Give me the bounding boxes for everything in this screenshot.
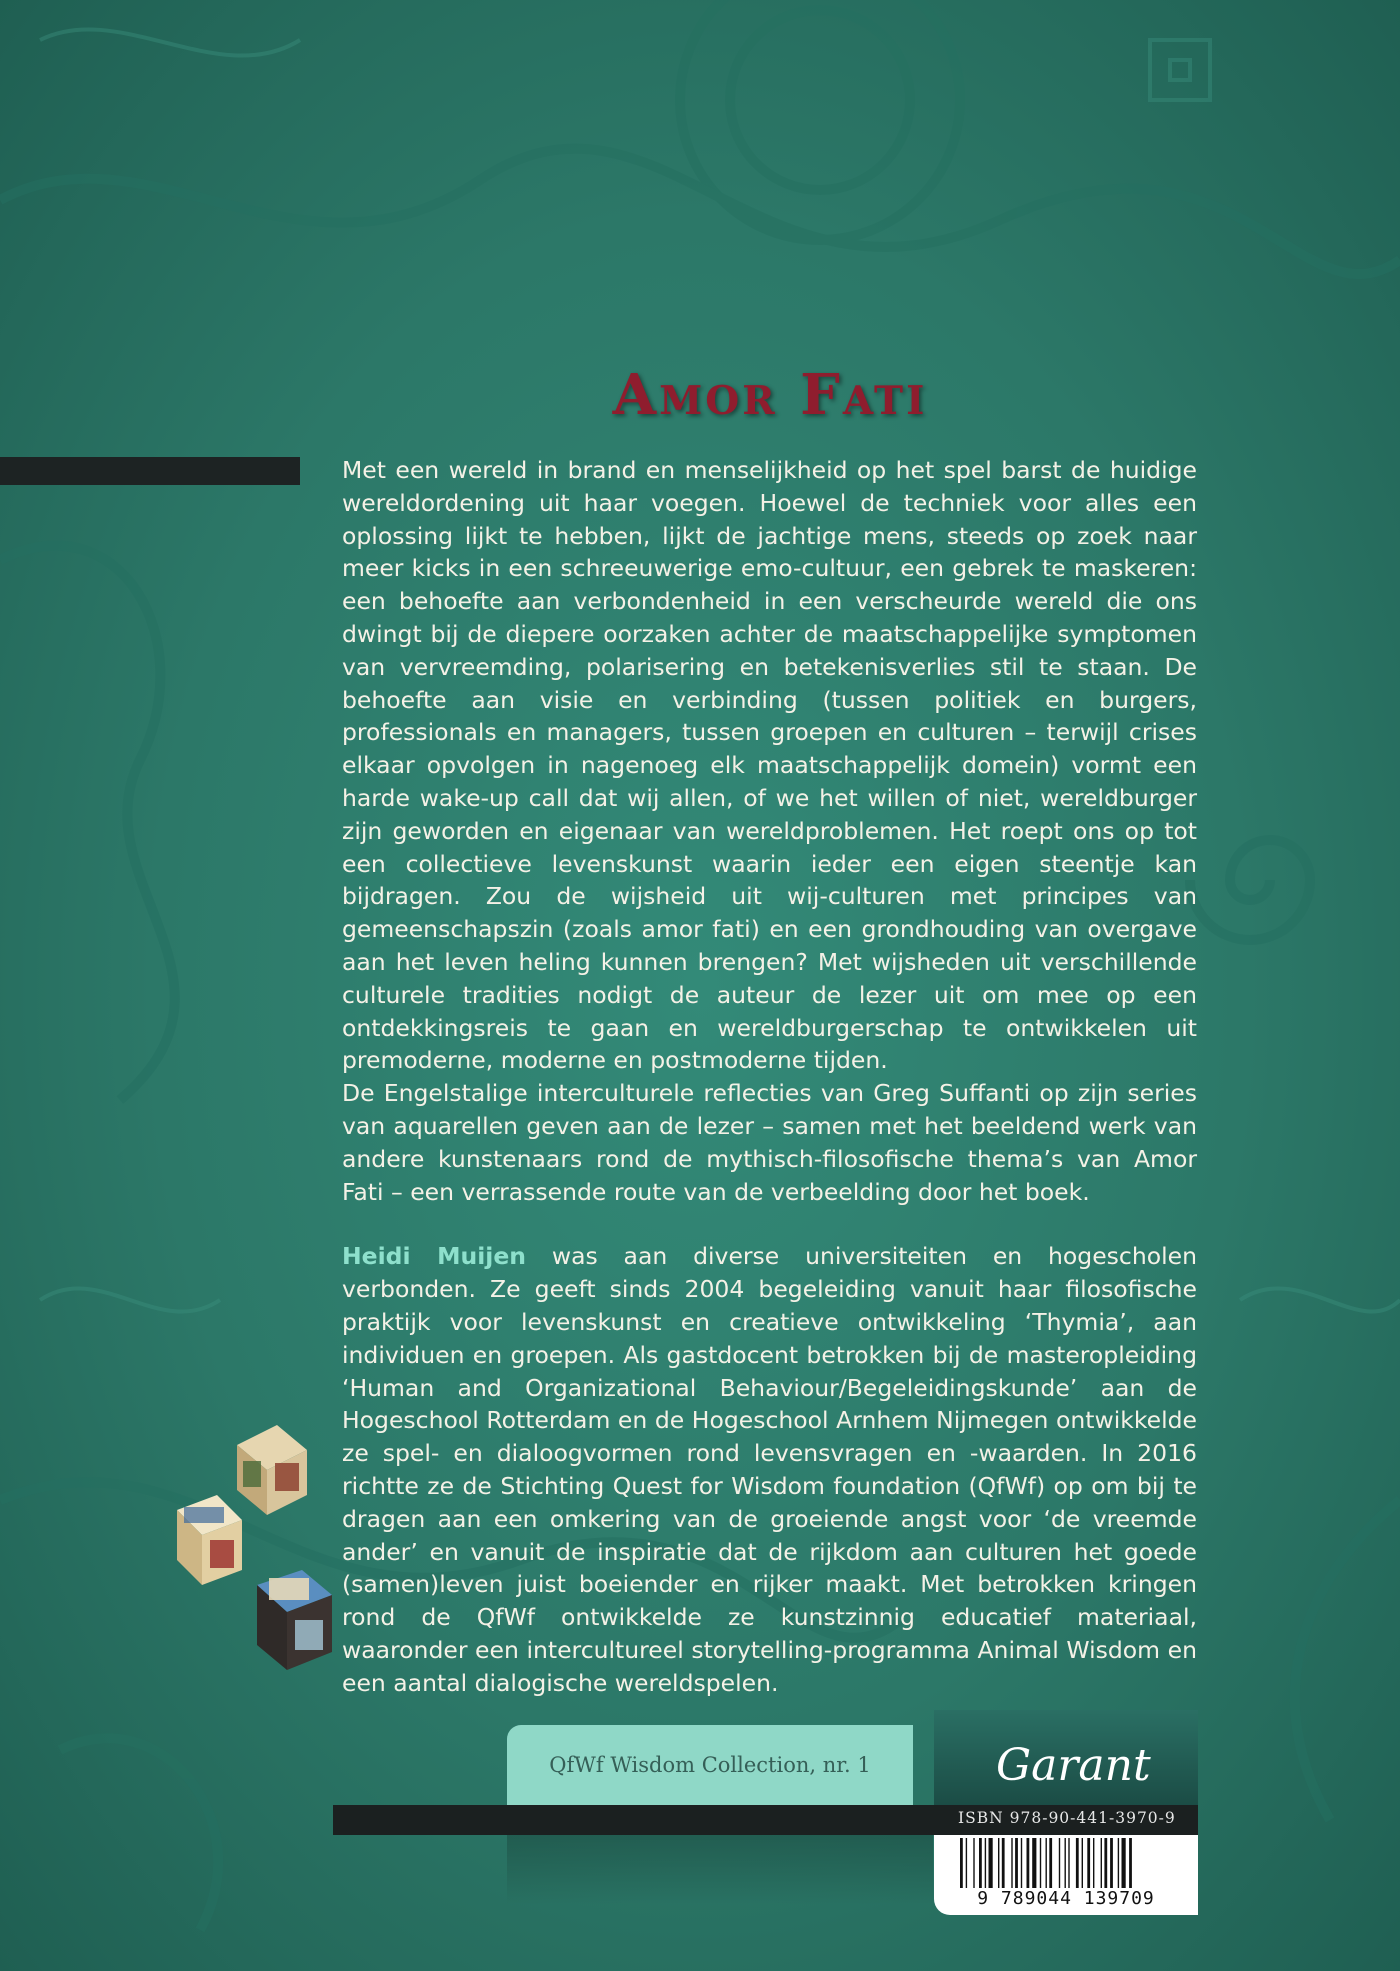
barcode-bar [1011,1838,1012,1888]
barcode-bar [1021,1838,1022,1888]
barcode-bar [998,1838,999,1888]
barcode-bar [1068,1838,1069,1888]
barcode-bar [979,1838,982,1888]
series-label: QfWf Wisdom Collection, nr. 1 [507,1725,913,1805]
barcode-bar [1015,1838,1018,1888]
barcode [934,1835,1198,1915]
author-name: Heidi Muijen [342,1242,526,1271]
barcode-bar [1059,1838,1060,1888]
barcode-bar [1082,1838,1083,1888]
barcode-bar [973,1838,974,1888]
barcode-digits: 9 789044 139709 [977,1888,1155,1909]
isbn: ISBN 978-90-441-3970-9 [958,1809,1176,1827]
barcode-bar [966,1838,967,1888]
barcode-bar [1087,1838,1090,1888]
barcode-bar [1049,1838,1052,1888]
barcode-bars [956,1838,1186,1888]
barcode-bar [960,1838,963,1888]
tab-shadow [507,1835,933,1905]
barcode-bar [1118,1838,1119,1888]
barcode-bar [1122,1838,1126,1888]
publisher-logo: Garant [996,1740,1151,1791]
barcode-bar [1040,1838,1041,1888]
barcode-bar [1027,1838,1030,1888]
barcode-bar [1032,1838,1036,1888]
dice-illustration [172,1415,342,1675]
barcode-bar [1104,1838,1107,1888]
barcode-bar [1065,1838,1066,1888]
barcode-bar [1076,1838,1079,1888]
author-bio-text: was aan diverse universiteiten en hogescholen verbonden. Ze geeft sinds 2004 begeleiding vanuit haar filosofische praktijk voor levenskunst en creatieve ontwikkeling ‘Thymia’, aan individuen en groepen. Als gastdocent betrokken bij de masteropleiding ‘Human and Organizational Behaviour/Begeleidingskunde’ aan de Hogeschool Rotterdam en de Hogeschool Arnhem Nijmegen ontwikkelde ze spel- en dialoogvormen rond levensvragen en -waarden. In 2016 richtte ze de Stichting Quest for Wisdom foundation (QfWf) op om bij te dragen aan een omkering van de groeiende angst voor ‘de vreemde ander’ en vanuit de inspiratie dat de rijkdom aan culturen het goede (samen)leven juist boeiender en rijker maakt. Met betrokken kringen rond de QfWf ontwikkelde ze kunstzinnig educatief materiaal, waaronder een intercultureel storytelling-programma Animal Wisdom en een aantal dialogische wereldspelen. [342,1242,1197,1697]
blurb [342,454,1197,1699]
decorative-bar-left [0,457,300,485]
barcode-bar [985,1838,986,1888]
barcode-bar [989,1838,993,1888]
barcode-bar [1129,1838,1132,1888]
blurb-paragraph-1: Met een wereld in brand en menselijkheid op het spel barst de huidige wereldordening uit haar voegen. Hoewel de techniek voor alles een oplossing lijkt te hebben, lijkt de jachtige mens, steeds op zoek naar meer kicks in een schreeuwerige emo-cultuur, een gebrek te maskeren: een behoefte aan verbondenheid in een verscheurde wereld die ons dwingt bij de diepere oorzaken achter de maatschappelijke symptomen van vervreemding, polarisering en betekenisverlies stil te staan. De behoefte aan visie en verbinding (tussen politiek en burgers, professionals en managers, tussen groepen en culturen – terwijl crises elkaar opvolgen in nagenoeg elk maatschappelijk domein) vormt een harde wake-up call dat wij allen, of we het willen of niet, wereldburger zijn geworden en eigenaar van wereldproblemen. Het roept ons op tot een collectieve levenskunst waarin ieder een eigen steentje kan bijdragen. Zou de wijsheid uit wij-culturen met principes van gemeenschapszin (zoals amor fati) en een grondhouding van overgave aan het leven heling kunnen brengen? Met wijsheden uit verschillende culturele tradities nodigt de auteur de lezer uit om mee op een ontdekkingsreis te gaan en wereldburgerschap te ontwikkelen uit premoderne, moderne en postmoderne tijden. [342,456,1197,1075]
author-bio [342,1240,1197,1699]
barcode-bar [1046,1838,1047,1888]
barcode-bar [1110,1838,1113,1888]
barcode-bar [1093,1838,1094,1888]
barcode-bar [1002,1838,1005,1888]
blurb-paragraph-2: De Engelstalige interculturele reflecties van Greg Suffanti op zijn series van aquarellen geven aan de lezer – samen met het beeldend werk van andere kunstenaars rond de mythisch-filosofische thema’s van Amor Fati – een verrassende route van de verbeelding door het boek. [342,1079,1197,1206]
book-title: Amor Fati [612,362,928,428]
barcode-bar [1101,1838,1102,1888]
